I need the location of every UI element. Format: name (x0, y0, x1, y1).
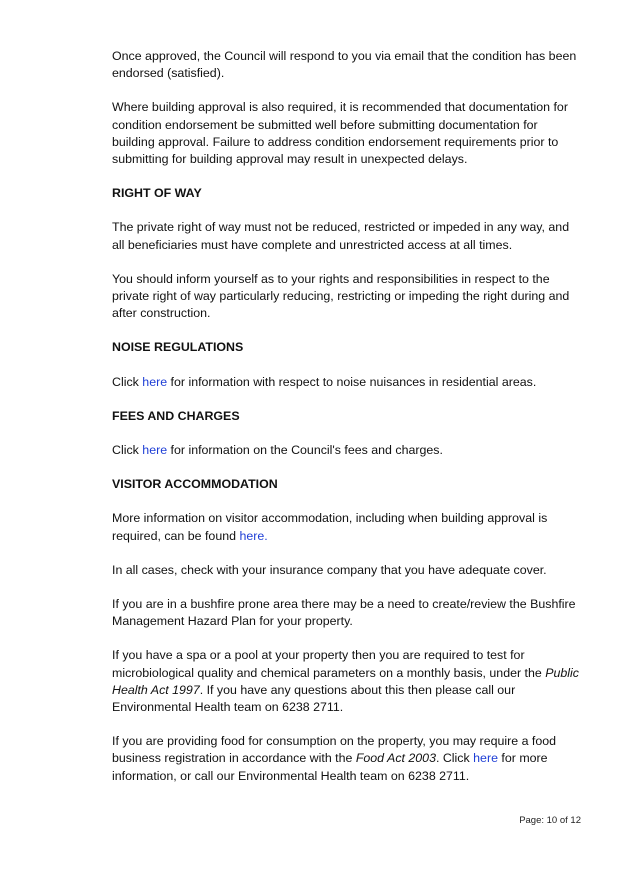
paragraph-right-of-way: The private right of way must not be reduced, restricted or impeded in any way, and all beneficiaries must have complete and unrestricted access at all times. (112, 220, 570, 252)
heading-visitor-accommodation: VISITOR ACCOMMODATION (112, 477, 278, 492)
fees-post-text: for information on the Council's fees and charges. (167, 443, 443, 458)
spa-act-title: Public Health Act 1997 (112, 665, 579, 697)
fees-pre-text: Click (112, 443, 143, 458)
heading-fees-charges: FEES AND CHARGES (112, 408, 240, 423)
food-post-text: for more information, or call our Environmental Health team on 6238 2711. (112, 751, 548, 783)
paragraph-bushfire: If you are in a bushfire prone area there may be a need to create/review the Bushfire Management Hazard Plan for your property. (112, 597, 576, 629)
paragraph-approval: Once approved, the Council will respond to you via email that the condition has been endorsed (satisfied). (112, 49, 577, 81)
paragraph-spa-pool (112, 647, 582, 716)
spa-post-text: . If you have any questions about this then please call our Environmental Health team on 6238 2711. (112, 682, 516, 715)
fees-here-link[interactable]: here (142, 443, 168, 458)
paragraph-noise (112, 374, 582, 391)
document-page (112, 48, 582, 802)
paragraph-building-approval: Where building approval is also required, it is recommended that documentation for condition endorsement be submitted well before submitting documentation for building approval. Failure to address condition endorsement requirements prior to submitting for building approval may result in unexpected delays. (112, 100, 568, 167)
noise-post-text: for information with respect to noise nuisances in residential areas. (167, 374, 537, 389)
paragraph-fees (112, 442, 582, 459)
heading-right-of-way: RIGHT OF WAY (112, 186, 202, 201)
visitor-pre-text: More information on visitor accommodation, including when building approval is required, can be found (112, 511, 548, 543)
paragraph-insurance: In all cases, check with your insurance company that you have adequate cover. (112, 562, 547, 577)
page-number: Page: 10 of 12 (519, 815, 581, 826)
noise-here-link[interactable]: here (142, 374, 168, 389)
noise-pre-text: Click (112, 374, 143, 389)
paragraph-food (112, 733, 582, 785)
spa-pre-text: If you have a spa or a pool at your property then you are required to test for microbiological quality and chemical parameters on a monthly basis, under the (112, 648, 546, 680)
paragraph-visitor (112, 510, 582, 544)
heading-noise-regulations: NOISE REGULATIONS (112, 340, 244, 355)
food-act-title: Food Act 2003 (355, 751, 436, 766)
food-here-link[interactable]: here (473, 751, 498, 766)
visitor-here-link[interactable]: here. (239, 528, 268, 543)
food-pre-text: If you are providing food for consumption on the property, you may require a food business registration in accordance with the (112, 734, 557, 766)
paragraph-rights-responsibilities: You should inform yourself as to your rights and responsibilities in respect to the private right of way particularly reducing, restricting or impeding the right during and after construction. (112, 271, 570, 321)
food-mid-text: . Click (435, 751, 474, 766)
